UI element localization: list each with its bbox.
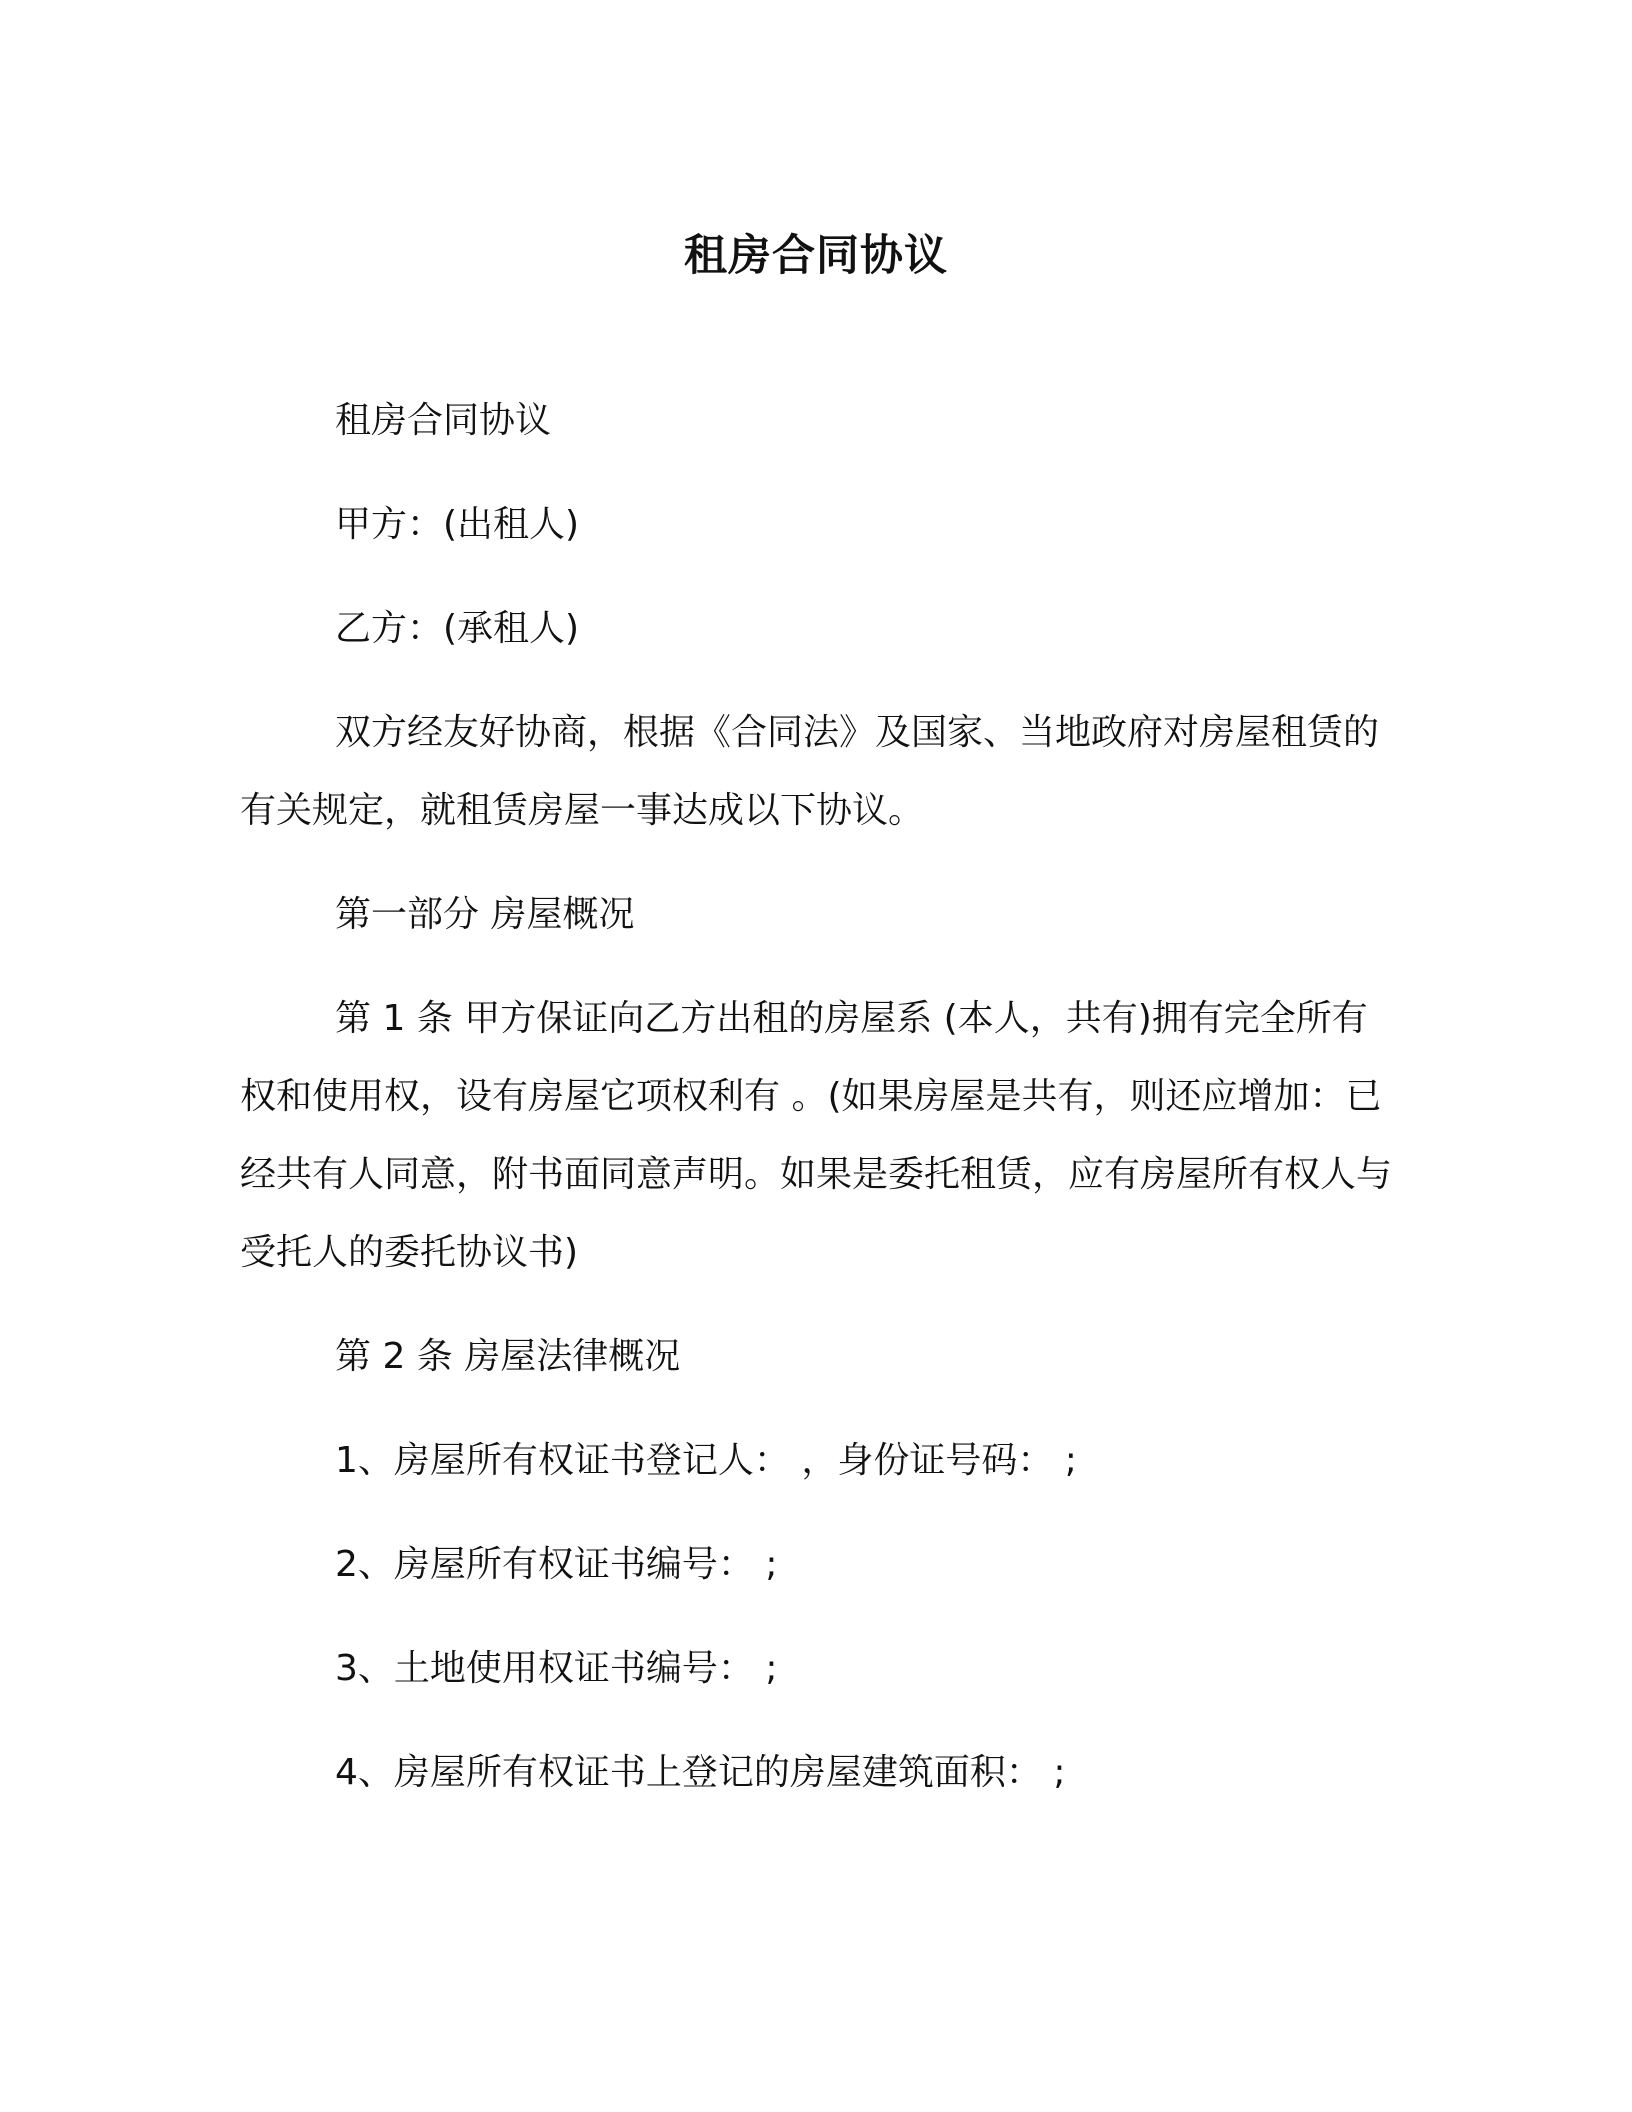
paragraph-part-one: 第一部分 房屋概况 [335,894,635,935]
paragraph-item-4: 4、房屋所有权证书上登记的房屋建筑面积： ; [335,1752,1066,1793]
paragraph-heading: 租房合同协议 [335,400,552,441]
paragraph-item-2: 2、房屋所有权证书编号： ; [335,1544,778,1585]
paragraph-article-2: 第 2 条 房屋法律概况 [335,1336,681,1377]
paragraph-party-b: 乙方：(承租人) [335,608,580,649]
paragraph-intro: 双方经友好协商，根据《合同法》及国家、当地政府对房屋租赁的有关规定，就租赁房屋一事达成以下协议。 [240,712,1380,831]
paragraph-item-1: 1、房屋所有权证书登记人： ，身份证号码： ; [335,1440,1077,1481]
paragraph-item-3: 3、土地使用权证书编号： ; [335,1648,778,1689]
document-title: 租房合同协议 [684,231,948,281]
paragraph-article-1: 第 1 条 甲方保证向乙方出租的房屋系 (本人，共有)拥有完全所有权和使用权，设有房屋它项权利有 。(如果房屋是共有，则还应增加：已经共有人同意，附书面同意声明。如果是委托租赁，应有房屋所有权人与受托人的委托协议书) [240,998,1393,1273]
paragraph-party-a: 甲方：(出租人) [335,504,580,545]
